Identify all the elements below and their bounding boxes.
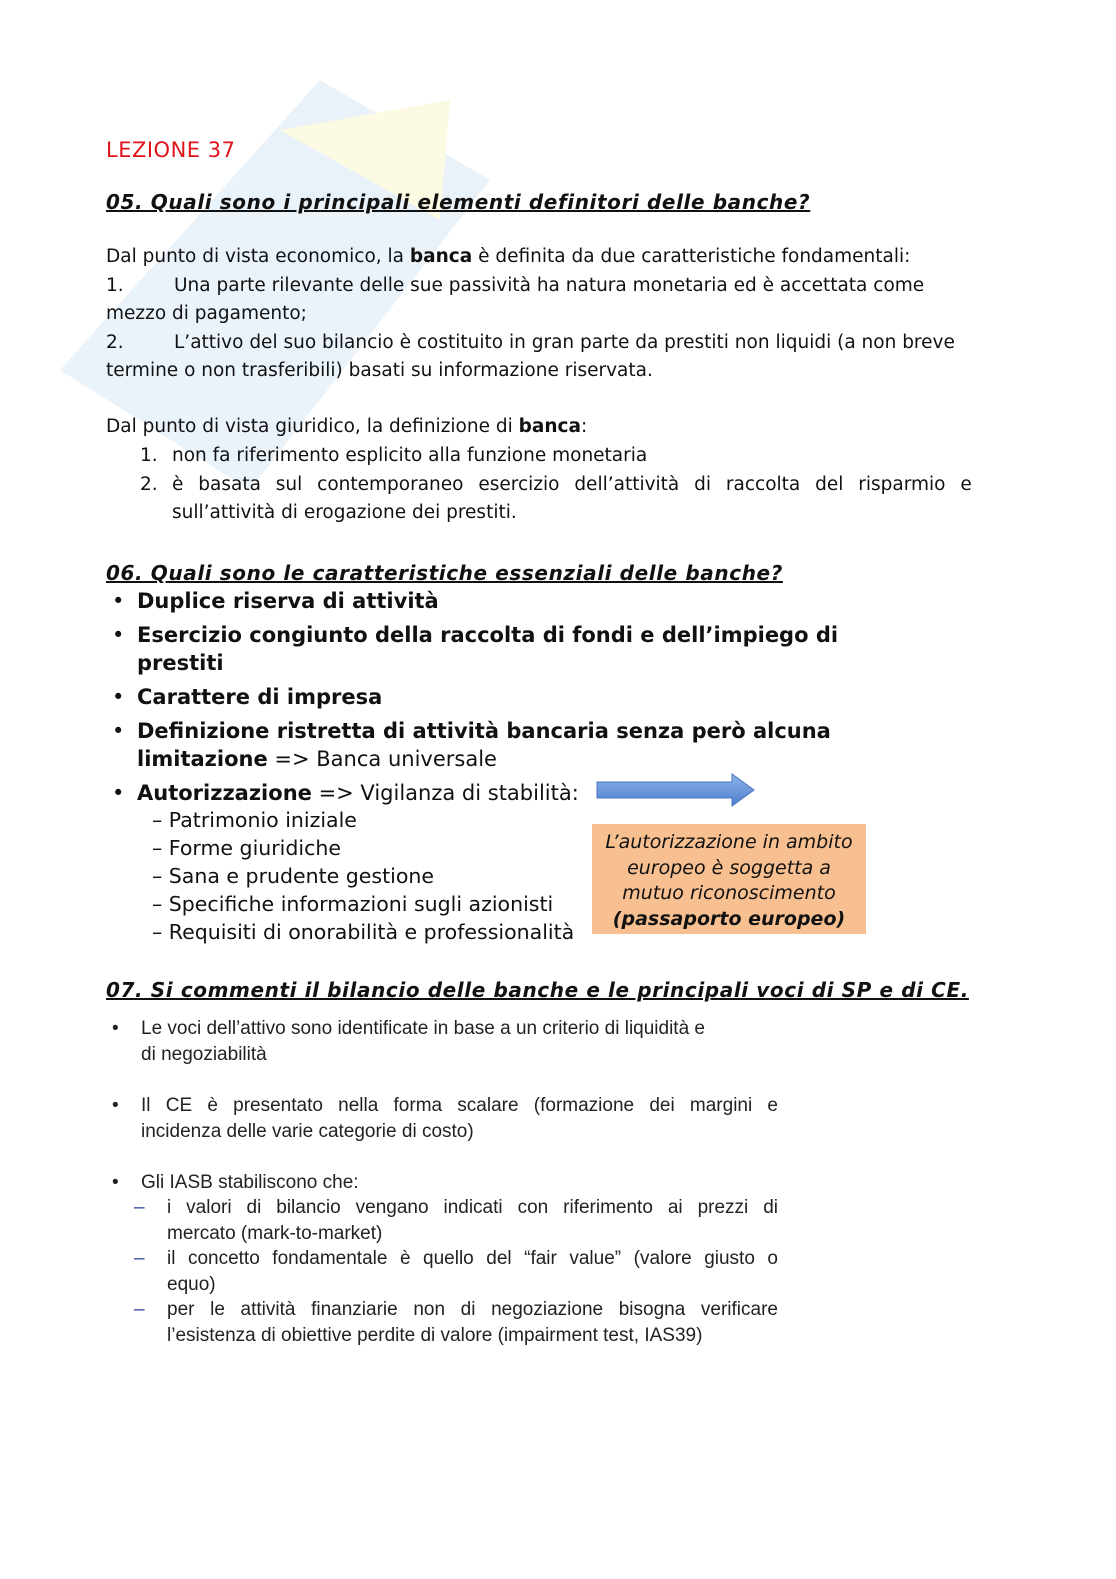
q06-subitem-4-text: Specifiche informazioni sugli azionisti [168, 892, 554, 916]
q07-bullet-2-cont: incidenza delle varie categorie di costo) [141, 1121, 474, 1142]
q07-bullet-1-cont: di negoziabilità [141, 1044, 267, 1065]
q05-item-1 [106, 272, 924, 301]
q07-dash-3-text: per le attività finanziarie non di negoziazione bisogna verificare [167, 1299, 778, 1320]
q07-dash-2-cont: equo) [167, 1274, 216, 1295]
q07-dash-1-text: i valori di bilancio vengano indicati con riferimento ai prezzi di [167, 1197, 778, 1218]
callout-line-1: L’autorizzazione in ambito [605, 831, 853, 853]
q06-subitem-1 [152, 806, 357, 835]
q06-subitem-2-text: Forme giuridiche [168, 836, 341, 860]
callout-line-3: mutuo riconoscimento [622, 882, 836, 904]
q06-subitem-3 [152, 862, 434, 891]
q07-bullet-1-text: Le voci dell’attivo sono identificate in base a un criterio di liquidità e [141, 1018, 705, 1039]
q07-bullet-2-text: Il CE è presentato nella forma scalare (formazione dei margini e [141, 1095, 778, 1116]
question-06-title: 06. Quali sono le caratteristiche essenziali delle banche? [106, 561, 783, 585]
callout-line-4: (passaporto europeo) [612, 907, 846, 930]
dash-icon: – [134, 1299, 145, 1320]
dash-icon: – [134, 1248, 145, 1269]
dash-icon: – [152, 864, 163, 888]
dash-icon: – [134, 1197, 145, 1218]
q05-p1-pre: Dal punto di vista economico, la [106, 246, 410, 267]
q06-bullet-3 [112, 683, 382, 711]
q05-item-1-text: Una parte rilevante delle sue passività ha natura monetaria ed è accettata come [174, 275, 925, 296]
q06-subitem-5-text: Requisiti di onorabilità e professionalità [168, 920, 575, 944]
q06-bullet-2 [112, 621, 838, 649]
dash-icon: – [152, 920, 163, 944]
q05-legal-item-1-number: 1. [140, 445, 158, 466]
q07-dash-3-cont: l’esistenza di obiettive perdite di valore (impairment test, IAS39) [167, 1325, 703, 1346]
q05-p2-post: : [580, 416, 588, 437]
dash-icon: – [152, 892, 163, 916]
q07-bullet-3-text: Gli IASB stabiliscono che: [141, 1172, 359, 1193]
q06-bullet-2-cont-text: prestiti [137, 651, 224, 675]
q06-bullet-5-bold: Autorizzazione [137, 781, 312, 805]
q07-dash-1-cont: mercato (mark-to-market) [167, 1223, 383, 1244]
q06-bullet-2-cont [137, 649, 224, 677]
q05-legal-item-1 [140, 442, 647, 471]
bullet-icon: • [112, 685, 125, 709]
bullet-icon: • [112, 1018, 119, 1039]
callout-box [592, 824, 866, 934]
q06-bullet-2-text: Esercizio congiunto della raccolta di fondi e dell’impiego di [137, 623, 839, 647]
q07-dash-2-text: il concetto fondamentale è quello del “fair value” (valore giusto o [167, 1248, 778, 1269]
q05-legal-item-2 [140, 471, 1002, 500]
question-05-title: 05. Quali sono i principali elementi definitori delle banche? [106, 190, 811, 214]
dash-icon: – [152, 836, 163, 860]
bullet-icon: • [112, 623, 125, 647]
q06-subitem-5 [152, 918, 574, 947]
q05-economic-intro [106, 243, 910, 272]
q06-bullet-1 [112, 587, 439, 615]
q05-item-2-cont: termine o non trasferibili) basati su informazione riservata. [106, 360, 653, 381]
bullet-icon: • [112, 1095, 119, 1116]
q05-legal-item-2-cont: sull’attività di erogazione dei prestiti. [172, 502, 517, 523]
q05-item-1-cont: mezzo di pagamento; [106, 303, 307, 324]
q06-subitem-4 [152, 890, 553, 919]
bullet-icon: • [112, 1172, 119, 1193]
callout-line-2: europeo è soggetta a [627, 856, 831, 879]
dash-icon: – [152, 808, 163, 832]
bullet-icon: • [112, 589, 125, 613]
q06-bullet-4 [112, 717, 831, 745]
q05-legal-item-2-text: è basata sul contemporaneo esercizio dell’attività di raccolta del risparmio e [172, 474, 972, 495]
q06-subitem-3-text: Sana e prudente gestione [168, 864, 434, 888]
q05-p1-post: è definita da due caratteristiche fondamentali: [472, 246, 911, 267]
q05-item-2-number: 2. [106, 332, 124, 353]
q05-p2-bold: banca [518, 416, 581, 437]
q06-bullet-4-cont [137, 745, 497, 773]
q05-item-2 [106, 329, 955, 358]
q05-p2-pre: Dal punto di vista giuridico, la definizione di [106, 416, 519, 437]
q06-bullet-4-rest: => Banca universale [267, 747, 497, 771]
bullet-icon: • [112, 719, 125, 743]
q05-legal-intro [106, 413, 587, 442]
q06-bullet-4-text: Definizione ristretta di attività bancaria senza però alcuna [137, 719, 831, 743]
q05-legal-item-2-number: 2. [140, 474, 158, 495]
q06-subitem-1-text: Patrimonio iniziale [168, 808, 357, 832]
q05-legal-item-1-text: non fa riferimento esplicito alla funzione monetaria [172, 445, 648, 466]
q05-p1-bold: banca [409, 246, 473, 267]
bullet-icon: • [112, 781, 125, 805]
q06-subitem-2 [152, 834, 341, 863]
q05-item-2-text: L’attivo del suo bilancio è costituito in gran parte da prestiti non liquidi (a non breve [174, 332, 955, 353]
q06-bullet-4-bold: limitazione [137, 747, 268, 771]
q06-bullet-3-text: Carattere di impresa [137, 685, 383, 709]
right-arrow-icon [596, 772, 756, 808]
question-07-title: 07. Si commenti il bilancio delle banche e le principali voci di SP e di CE. [106, 978, 969, 1002]
q06-bullet-5-rest: => Vigilanza di stabilità: [311, 781, 579, 805]
q06-bullet-1-text: Duplice riserva di attività [137, 589, 439, 613]
q06-bullet-5 [112, 779, 579, 807]
lesson-title: LEZIONE 37 [106, 138, 236, 162]
q05-item-1-number: 1. [106, 275, 124, 296]
